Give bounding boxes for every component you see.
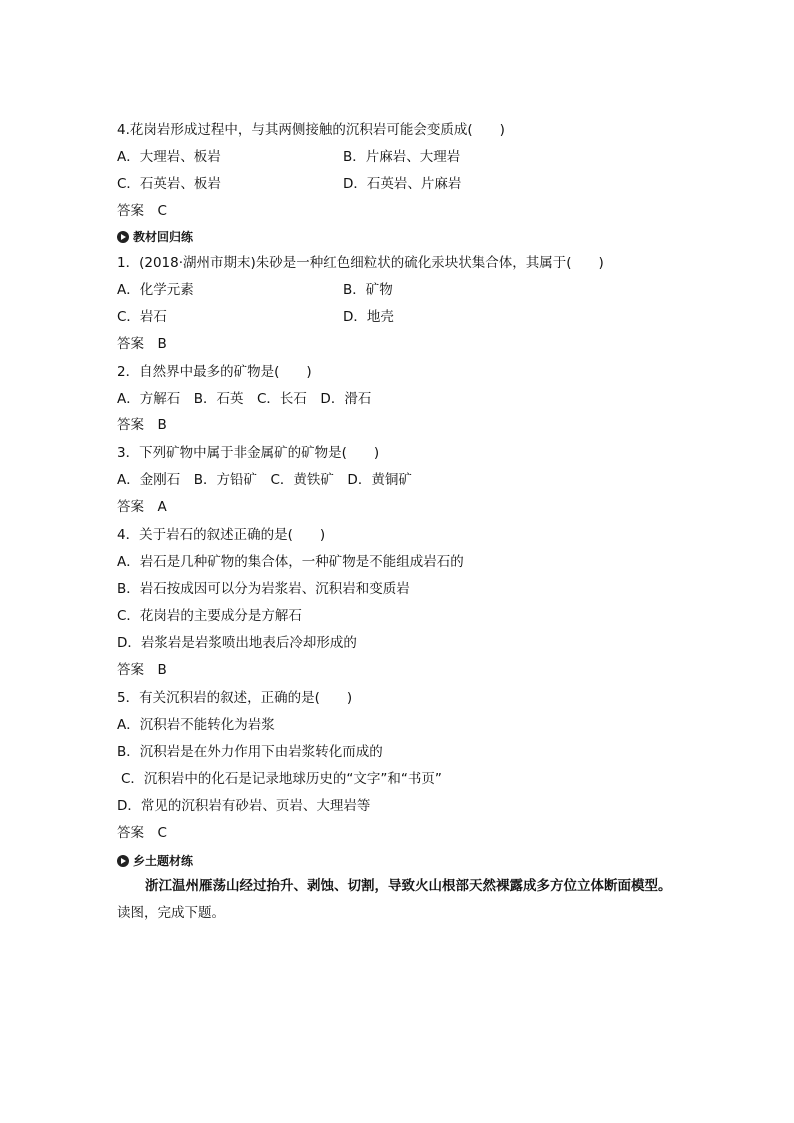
question-2-stem: 2．自然界中最多的矿物是( ) — [117, 364, 312, 380]
passage-line-1: 浙江温州雁荡山经过抬升、剥蚀、切割，导致火山根部天然裸露成多方位立体断面模型。 — [145, 878, 672, 894]
question-4b-option-c: C．花岗岩的主要成分是方解石 — [117, 608, 302, 624]
question-4b-option-a: A．岩石是几种矿物的集合体，一种矿物是不能组成岩石的 — [117, 554, 464, 570]
question-5-option-a: A．沉积岩不能转化为岩浆 — [117, 717, 275, 733]
question-1-stem: 1．(2018·湖州市期末)朱砂是一种红色细粒状的硫化汞块状集合体，其属于( ) — [117, 255, 604, 271]
section-header-local — [117, 853, 193, 869]
question-1-option-d: D．地壳 — [343, 309, 394, 325]
passage — [117, 873, 687, 927]
question-2-answer: 答案 B — [117, 417, 167, 433]
question-1-option-a: A．化学元素 — [117, 282, 194, 298]
question-4b-answer: 答案 B — [117, 662, 167, 678]
question-5-stem: 5．有关沉积岩的叙述，正确的是( ) — [117, 690, 353, 706]
question-4-option-c: C．石英岩、板岩 — [117, 176, 221, 192]
section-title: 教材回归练 — [133, 230, 194, 244]
question-4-stem: 4.花岗岩形成过程中，与其两侧接触的沉积岩可能会变质成( ) — [117, 122, 505, 138]
question-4-answer: 答案 C — [117, 203, 167, 219]
question-4-option-d: D．石英岩、片麻岩 — [343, 176, 462, 192]
question-4b-stem: 4．关于岩石的叙述正确的是( ) — [117, 527, 326, 543]
question-3-options: A．金刚石 B．方铅矿 C．黄铁矿 D．黄铜矿 — [117, 472, 412, 488]
question-5-option-c: C．沉积岩中的化石是记录地球历史的“文字”和“书页” — [121, 771, 442, 787]
play-circle-icon — [117, 231, 129, 243]
question-1-option-c: C．岩石 — [117, 309, 167, 325]
question-2-options: A．方解石 B．石英 C．长石 D．滑石 — [117, 391, 372, 407]
question-4-option-a: A．大理岩、板岩 — [117, 149, 221, 165]
section-title: 乡土题材练 — [133, 854, 194, 868]
play-circle-icon — [117, 855, 129, 867]
question-1-option-b: B．矿物 — [343, 282, 393, 298]
question-5-answer: 答案 C — [117, 825, 167, 841]
question-4b-option-b: B．岩石按成因可以分为岩浆岩、沉积岩和变质岩 — [117, 581, 410, 597]
passage-line-2: 读图，完成下题。 — [117, 905, 225, 921]
question-1-answer: 答案 B — [117, 336, 167, 352]
question-5-option-d: D．常见的沉积岩有砂岩、页岩、大理岩等 — [117, 798, 371, 814]
question-4-option-b: B．片麻岩、大理岩 — [343, 149, 461, 165]
question-4b-option-d: D．岩浆岩是岩浆喷出地表后冷却形成的 — [117, 635, 357, 651]
question-5-option-b: B．沉积岩是在外力作用下由岩浆转化而成的 — [117, 744, 383, 760]
question-3-answer: 答案 A — [117, 499, 167, 515]
section-header-textbook — [117, 229, 193, 245]
question-3-stem: 3．下列矿物中属于非金属矿的矿物是( ) — [117, 445, 380, 461]
